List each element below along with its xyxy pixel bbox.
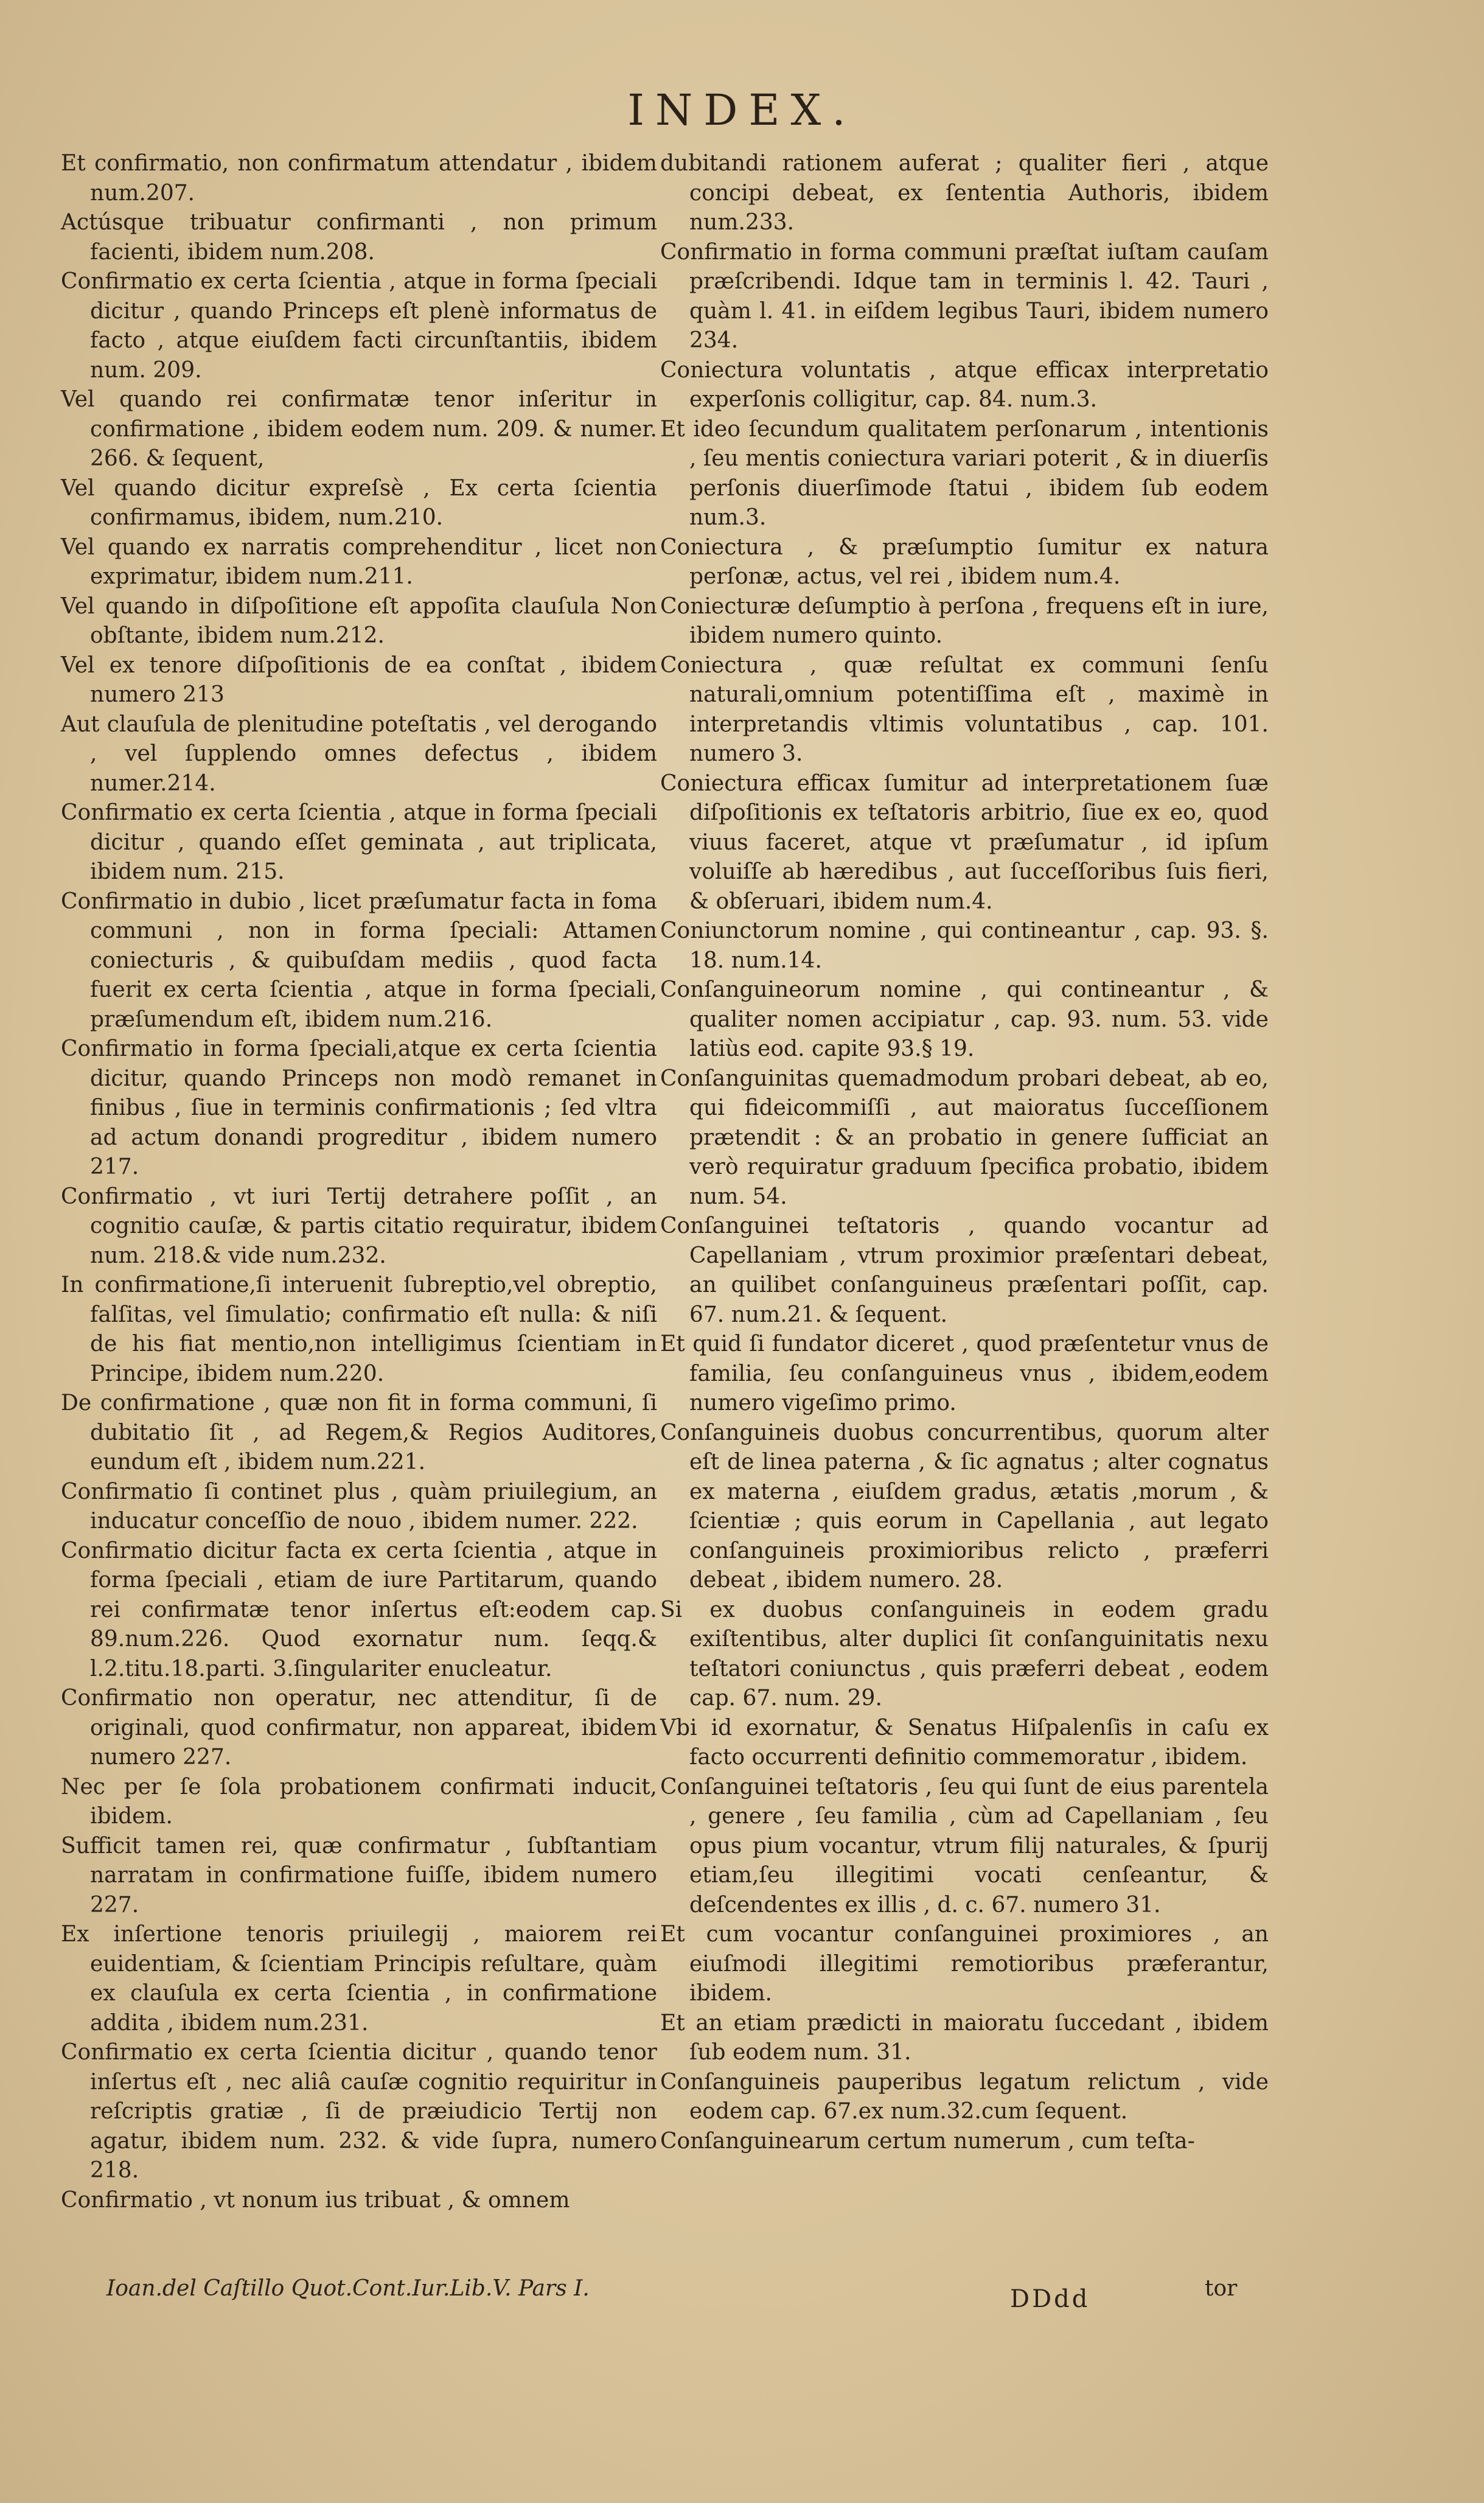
index-entry: Conſanguinei teſtatoris , quando vocantur ad Capellaniam , vtrum proximior præſentari debeat, an quilibet conſanguineus præſentari poſſit, cap. 67. num.21. & ſequent. [660,1213,1269,1327]
index-entry: Vbi id exornatur, & Senatus Hiſpalenſis in caſu ex facto occurrenti definitio commemoratur , ibidem. [660,1715,1269,1770]
index-entry: Confirmatio ex certa ſcientia , atque in forma ſpeciali dicitur , quando eſſet geminata , aut triplicata, ibidem num. 215. [61,800,657,884]
left-column [61,149,657,2215]
index-entry: Confirmatio in forma communi præſtat iuſtam cauſam præſcribendi. Idque tam in terminis l. 42. Tauri , quàm l. 41. in eiſdem legibus Tauri, ibidem numero 234. [660,239,1269,353]
index-entry: Vel quando in diſpoſitione eſt appoſita clauſula Non obſtante, ibidem num.212. [61,593,657,648]
index-entry: Confirmatio ex certa ſcientia , atque in forma ſpeciali dicitur , quando Princeps eſt plenè informatus de facto , atque eiuſdem facti circunſtantiis, ibidem num. 209. [61,269,657,383]
index-entry: Coniectura voluntatis , atque efficax interpretatio experſonis colligitur, cap. 84. num.3. [660,357,1269,412]
index-entry: Et cum vocantur conſanguinei proximiores , an eiuſmodi illegitimi remotioribus præferantur, ibidem. [660,1922,1269,2006]
index-entry: Aut clauſula de plenitudine poteſtatis , vel derogando , vel ſupplendo omnes defectus , ibidem numer.214. [61,711,657,796]
index-entry: Coniectura , quæ reſultat ex communi ſenſu naturali,omnium potentiſſima eſt , maximè in interpretandis vltimis voluntatibus , cap. 101. numero 3. [660,652,1269,766]
running-footer: Ioan.del Caſtillo Quot.Cont.Iur.Lib.V. Pars I. [106,2276,590,2301]
index-entry: Coniectura , & præſumptio ſumitur ex natura perſonæ, actus, vel rei , ibidem num.4. [660,534,1269,589]
index-entry: In confirmatione,ſi interuenit ſubreptio,vel obreptio, falſitas, vel ſimulatio; confirmatio eſt nulla: & niſi de his fiat mentio,non intelligimus ſcientiam in Principe, ibidem num.220. [61,1272,657,1386]
index-entry: Conſanguineorum nomine , qui contineantur , & qualiter nomen accipiatur , cap. 93. num. 53. vide latiùs eod. capite 93.§ 19. [660,977,1269,1061]
index-entry: Confirmatio dicitur facta ex certa ſcientia , atque in forma ſpeciali , etiam de iure Partitarum, quando rei confirmatæ tenor inſertus eſt:eodem cap. 89.num.226. Quod exornatur num. ſeqq.& l.2.titu.18.parti. 3.ſingulariter enucleatur. [61,1538,657,1681]
index-entry: Coniecturæ deſumptio à perſona , frequens eſt in iure, ibidem numero quinto. [660,593,1269,648]
index-entry: Vel ex tenore diſpoſitionis de ea conſtat , ibidem numero 213 [61,652,657,707]
index-entry: Confirmatio ſi continet plus , quàm priuilegium, an inducatur conceſſio de nouo , ibidem numer. 222. [61,1479,657,1534]
index-entry: Si ex duobus conſanguineis in eodem gradu exiſtentibus, alter duplici ſit conſanguinitatis nexu teſtatori coniunctus , quis præferri debeat , eodem cap. 67. num. 29. [660,1597,1269,1711]
index-entry: Actúsque tribuatur confirmanti , non primum facienti, ibidem num.208. [61,210,657,265]
index-entry: Confirmatio in forma ſpeciali,atque ex certa ſcientia dicitur, quando Princeps non modò remanet in finibus , ſiue in terminis confirmationis ; ſed vltra ad actum donandi progreditur , ibidem numero 217. [61,1036,657,1179]
index-entry: Vel quando ex narratis comprehenditur , licet non exprimatur, ibidem num.211. [61,534,657,589]
index-entry: Nec per ſe ſola probationem confirmati inducit, ibidem. [61,1774,657,1829]
right-column [660,149,1269,2156]
index-entry: Confirmatio , vt nonum ius tribuat , & omnem [61,2187,570,2213]
index-entry: Et ideo ſecundum qualitatem perſonarum , intentionis , ſeu mentis coniectura variari poterit , & in diuerſis perſonis diuerſimode ſtatui , ibidem ſub eodem num.3. [660,416,1269,530]
index-entry: Conſanguinearum certum numerum , cum teſta- [660,2128,1195,2154]
signature-mark: DDdd [1010,2285,1090,2313]
index-entry: Coniectura efficax ſumitur ad interpretationem ſuæ diſpoſitionis ex teſtatoris arbitrio, ſiue ex eo, quod viuus faceret, atque vt præſumatur , id ipſum voluiſſe ab hæredibus , aut ſucceſſoribus ſuis fieri, & obſeruari, ibidem num.4. [660,770,1269,914]
index-entry: Et confirmatio, non confirmatum attendatur , ibidem num.207. [61,151,657,206]
index-entry: Conſanguinei teſtatoris , ſeu qui ſunt de eius parentela , genere , ſeu familia , cùm ad Capellaniam , ſeu opus pium vocantur, vtrum filij naturales, & ſpurij etiam,ſeu illegitimi vocati cenſeantur, & deſcendentes ex illis , d. c. 67. numero 31. [660,1774,1269,1918]
index-entry: Confirmatio , vt iuri Tertij detrahere poſſit , an cognitio cauſæ, & partis citatio requiratur, ibidem num. 218.& vide num.232. [61,1184,657,1268]
index-entry: De confirmatione , quæ non fit in forma communi, ſi dubitatio ſit , ad Regem,& Regios Auditores, eundum eſt , ibidem num.221. [61,1391,657,1475]
index-entry: Coniunctorum nomine , qui contineantur , cap. 93. §. 18. num.14. [660,918,1269,973]
index-entry: Confirmatio non operatur, nec attenditur, ſi de originali, quod confirmatur, non appareat, ibidem numero 227. [61,1686,657,1770]
index-entry: Vel quando dicitur expreſsè , Ex certa ſcientia confirmamus, ibidem, num.210. [61,475,657,530]
index-entry: Conſanguineis pauperibus legatum relictum , vide eodem cap. 67.ex num.32.cum ſequent. [660,2069,1269,2124]
index-entry: Conſanguineis duobus concurrentibus, quorum alter eſt de linea paterna , & ſic agnatus ; alter cognatus ex materna , eiuſdem gradus, ætatis ,morum , & ſcientiæ ; quis eorum in Capellania , aut legato conſanguineis proximioribus relicto , præferri debeat , ibidem numero. 28. [660,1420,1269,1593]
index-entry: Conſanguinitas quemadmodum probari debeat, ab eo, qui fideicommiſſi , aut maioratus ſucceſſionem prætendit : & an probatio in genere ſufficiat an verò requiratur graduum ſpecifica probatio, ibidem num. 54. [660,1066,1269,1209]
index-entry: Vel quando rei confirmatæ tenor inſeritur in confirmatione , ibidem eodem num. 209. & numer. 266. & ſequent, [61,387,657,471]
catchword: tor [1205,2276,1238,2301]
page-title: INDEX. [627,85,857,135]
index-entry: Sufficit tamen rei, quæ confirmatur , ſubſtantiam narratam in confirmatione fuiſſe, ibidem numero 227. [61,1833,657,1918]
index-entry: Et an etiam prædicti in maioratu ſuccedant , ibidem ſub eodem num. 31. [660,2010,1269,2065]
index-entry: dubitandi rationem auferat ; qualiter fieri , atque concipi debeat, ex ſententia Authoris, ibidem num.233. [660,151,1269,235]
index-entry: Confirmatio ex certa ſcientia dicitur , quando tenor inſertus eſt , nec aliâ cauſæ cognitio requiritur in reſcriptis gratiæ , ſi de præiudicio Tertij non agatur, ibidem num. 232. & vide ſupra, numero 218. [61,2040,657,2183]
index-entry: Et quid ſi fundator diceret , quod præſentetur vnus de familia, ſeu conſanguineus vnus , ibidem,eodem numero vigeſimo primo. [660,1332,1269,1416]
index-entry: Confirmatio in dubio , licet præſumatur facta in foma communi , non in forma ſpeciali: Attamen coniecturis , & quibuſdam mediis , quod facta fuerit ex certa ſcientia , atque in forma ſpeciali, præſumendum eſt, ibidem num.216. [61,888,657,1032]
index-entry: Ex inſertione tenoris priuilegij , maiorem rei euidentiam, & ſcientiam Principis reſultare, quàm ex clauſula ex certa ſcientia , in confirmatione addita , ibidem num.231. [61,1922,657,2036]
